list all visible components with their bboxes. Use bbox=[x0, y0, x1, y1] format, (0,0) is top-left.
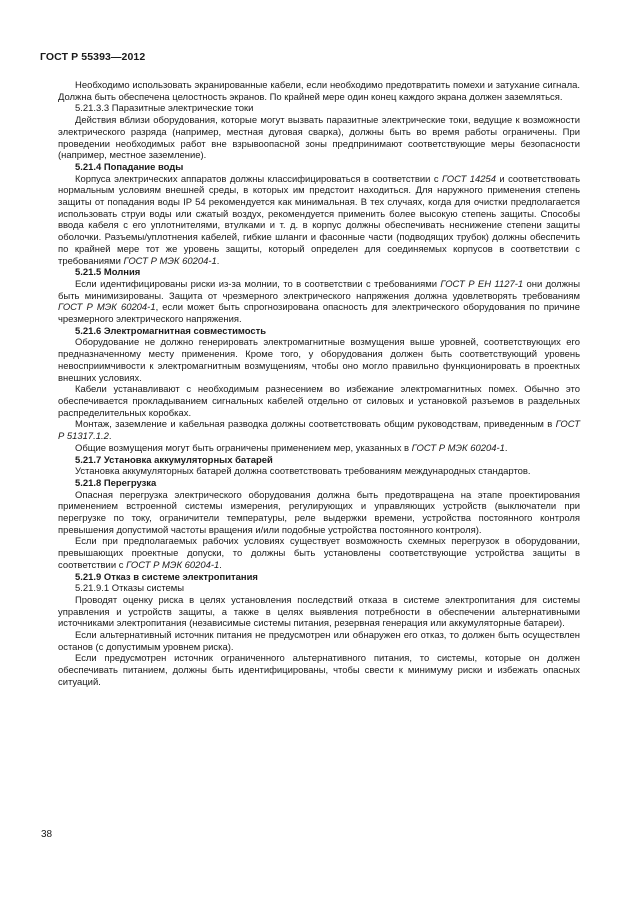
paragraph-text: 5.21.3.3 Паразитные электрические токи bbox=[75, 103, 254, 115]
paragraph-text: . bbox=[216, 255, 220, 267]
paragraph-text: Установка аккумуляторных батарей должна соответствовать требованиям международных стандартов. bbox=[75, 466, 531, 478]
paragraph-text: . bbox=[219, 559, 222, 571]
subsection-heading bbox=[58, 583, 580, 595]
section-heading bbox=[58, 267, 580, 279]
section-heading bbox=[58, 455, 580, 467]
body-paragraph bbox=[58, 443, 580, 455]
paragraph-text: Если альтернативный источник питания не предусмотрен или обнаружен его отказ, то должен быть осуществлен останов (с допустимым уровнем риска). bbox=[58, 630, 580, 653]
body-paragraph bbox=[58, 337, 580, 384]
paragraph-text: Корпуса электрических аппаратов должны классифицироваться в соответствии с bbox=[75, 173, 442, 185]
paragraph-text: 5.21.5 Молния bbox=[75, 267, 141, 279]
paragraph-text: 5.21.8 Перегрузка bbox=[75, 477, 157, 489]
section-heading bbox=[58, 326, 580, 338]
document-header: ГОСТ Р 55393—2012 bbox=[40, 51, 146, 63]
document-body bbox=[58, 80, 580, 689]
page-number: 38 bbox=[41, 829, 53, 840]
body-paragraph bbox=[58, 115, 580, 162]
subsection-heading bbox=[58, 103, 580, 115]
standard-reference: ГОСТ Р МЭК 60204-1 bbox=[58, 302, 156, 314]
body-paragraph bbox=[58, 490, 580, 537]
paragraph-text: Действия вблизи оборудования, которые могут вызвать паразитные электрические токи, ведущие к возможности электрического разряда (например, местная дуговая сварка), должны быть во время работы ограничены. При проведении необходимых работ вне взрывоопасной зоны предпринимают соответствующие меры безопасности (например, местное заземление). bbox=[58, 115, 580, 162]
body-paragraph bbox=[58, 595, 580, 630]
paragraph-text: 5.21.9 Отказ в системе электропитания bbox=[75, 571, 258, 583]
section-heading bbox=[58, 162, 580, 174]
paragraph-text: Если предусмотрен источник ограниченного альтернативного питания, то системы, которые он должен обеспечивать питанием, должны быть идентифицированы, чтобы свести к минимуму риски и избежать опасных ситуаций. bbox=[58, 653, 580, 688]
paragraph-text: Необходимо использовать экранированные кабели, если необходимо предотвратить помехи и затухание сигнала. Должна быть обеспечена целостность экранов. По крайней мере один конец каждого экрана должен заземляться. bbox=[58, 80, 580, 103]
standard-reference: ГОСТ Р ЕН 1127-1 bbox=[440, 278, 524, 290]
body-paragraph bbox=[58, 384, 580, 419]
paragraph-text: Если идентифицированы риски из-за молнии, то в соответствии с требованиями bbox=[75, 278, 441, 290]
paragraph-text: Монтаж, заземление и кабельная разводка должны соответствовать общим руководствам, приведенным в bbox=[75, 419, 556, 431]
body-paragraph bbox=[58, 279, 580, 326]
paragraph-text: 5.21.7 Установка аккумуляторных батарей bbox=[75, 454, 273, 466]
paragraph-text: и соответствовать нормальным условиям внешней среды, в которых им предстоит находиться. Для наружного применения степень защиты от попадания воды IP 54 рекомендуется как минимальная. В тех случаях, когда для очистки предполагается использовать струи воды или сжатый воздух, рекомендуется применить более высокую степень защиты. Способы ввода кабеля с его уплотнителями, втулками и т. д. в корпус должны обеспечивать неснижение степени защиты оболочки. Разъемы/уплотнения кабелей, гибкие шланги и фасонные части (подводящих трубок) должны обеспечить по крайней мере тот же уровень защиты, который определен для соединяемых корпусов в соответствии с требованиями bbox=[58, 173, 580, 267]
paragraph-text: 5.21.9.1 Отказы системы bbox=[75, 583, 185, 595]
paragraph-text: Общие возмущения могут быть ограничены применением мер, указанных в bbox=[75, 442, 412, 454]
paragraph-text: Если при предполагаемых рабочих условиях существует возможность схемных перегрузок в оборудовании, превышающих проектные допуски, то должны быть установлены соответствующие устройства защиты в соответствии с bbox=[58, 536, 580, 571]
section-heading bbox=[58, 572, 580, 584]
standard-reference: ГОСТ Р МЭК 60204-1 bbox=[411, 442, 505, 454]
body-paragraph bbox=[58, 536, 580, 571]
paragraph-text: Оборудование не должно генерировать электромагнитные возмущения выше уровней, соответствующих его предназначенному месту применения. Кроме того, у оборудования должен быть соответствующий уровень невосприимчивости к электромагнитным возмущениям, чтобы оно могло правильно функционировать в проектных внешних условиях. bbox=[58, 337, 580, 384]
standard-reference: ГОСТ Р МЭК 60204-1 bbox=[123, 255, 217, 267]
standard-reference: ГОСТ Р МЭК 60204-1 bbox=[126, 559, 220, 571]
body-paragraph bbox=[58, 630, 580, 653]
body-paragraph bbox=[58, 653, 580, 688]
standard-reference: ГОСТ Р 51317.1.2 bbox=[58, 419, 580, 443]
paragraph-text: , если может быть спрогнозирована опасность для электрического оборудования по причине чрезмерного электрического напряжения. bbox=[58, 302, 580, 326]
paragraph-text: Проводят оценку риска в целях установления последствий отказа в системе электропитания для системы управления и устройств защиты, а также в целях выявления потребности в обеспечении альтернативными источниками электропитания (независимые системы питания, резервная генерация или аккумуляторные батареи). bbox=[58, 594, 580, 630]
paragraph-text: 5.21.4 Попадание воды bbox=[75, 161, 184, 173]
standard-reference: ГОСТ 14254 bbox=[441, 173, 497, 185]
body-paragraph bbox=[58, 419, 580, 442]
paragraph-text: . bbox=[108, 431, 112, 443]
paragraph-text: Опасная перегрузка электрического оборудования должна быть предотвращена на этапе проектирования применением встроенной системы измерения, регулирующих и управляющих устройств (выключатели при перегрузке по току, ограничители температуры, реле выдержки времени, устройства постоянного контроля превышения допустимой частоты вращения и/или подобные устройства постоянного контроля). bbox=[58, 489, 580, 536]
body-paragraph bbox=[58, 174, 580, 268]
paragraph-text: . bbox=[504, 442, 508, 454]
body-paragraph bbox=[58, 466, 580, 478]
section-heading bbox=[58, 478, 580, 490]
paragraph-text: они должны быть минимизированы. Защита от чрезмерного электрического напряжения должна удовлетворять требованиям bbox=[58, 278, 580, 302]
paragraph-text: 5.21.6 Электромагнитная совместимость bbox=[75, 325, 267, 337]
paragraph-text: Кабели устанавливают с необходимым разнесением во избежание электромагнитных помех. Обычно это обеспечивается прокладыванием сигнальных кабелей отдельно от силовых и установкой разъемов в раздельных распределительных коробках. bbox=[58, 384, 580, 419]
body-paragraph bbox=[58, 80, 580, 103]
